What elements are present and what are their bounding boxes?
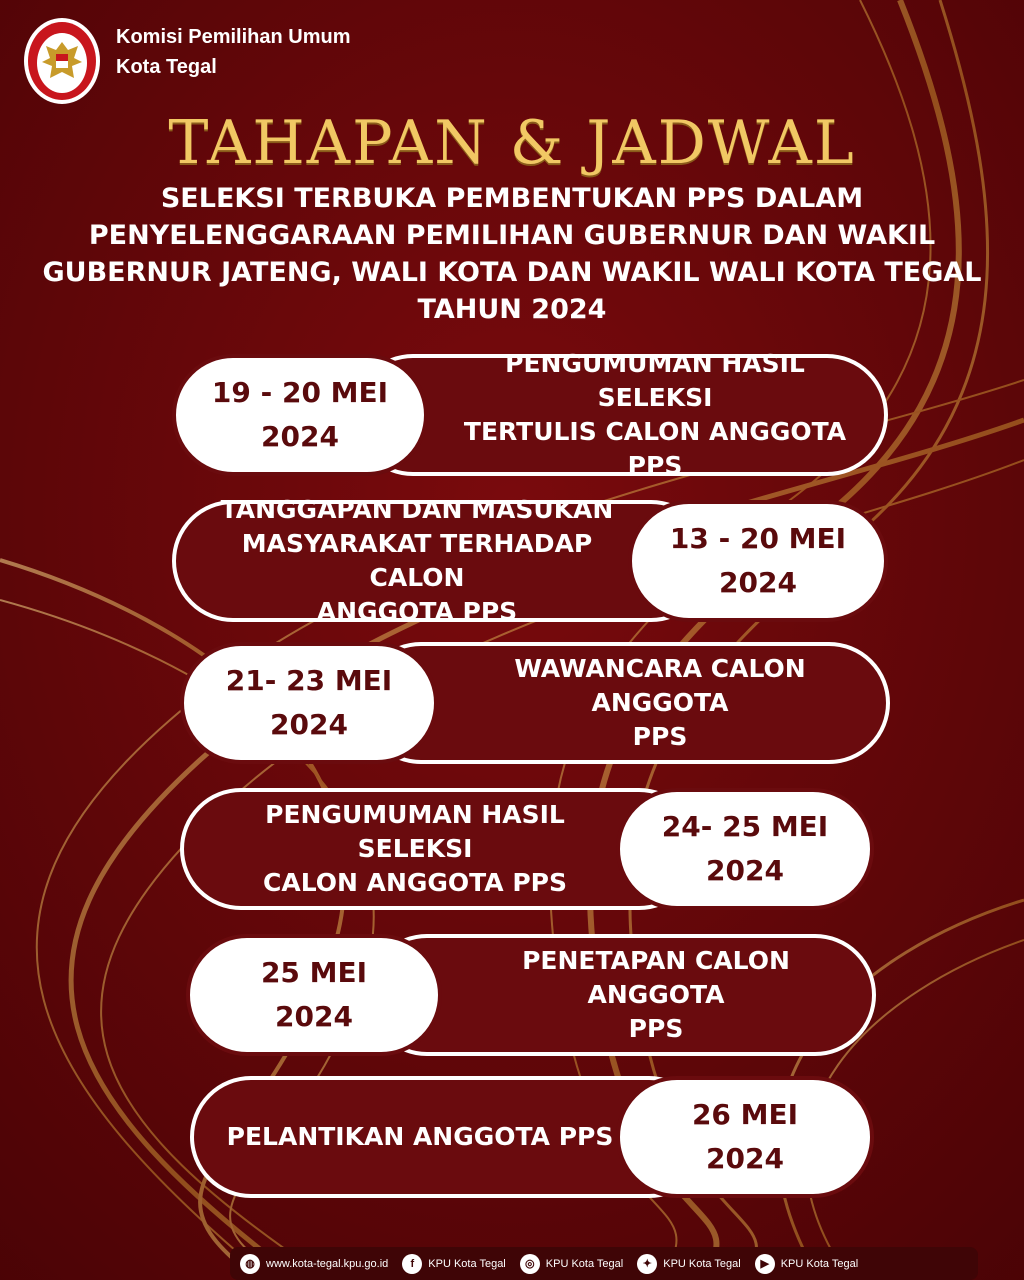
description-line: PENGUMUMAN HASIL SELEKSI (265, 800, 565, 863)
date-line: 21- 23 MEI (225, 664, 393, 697)
date-year: 2024 (261, 420, 339, 453)
schedule-date (186, 934, 442, 1056)
footer-facebook[interactable] (402, 1254, 505, 1274)
schedule-row-5 (186, 934, 876, 1056)
globe-icon: ◍ (240, 1254, 260, 1274)
subtitle-line2: PENYELENGGARAAN PEMILIHAN GUBERNUR DAN WAKIL (88, 220, 936, 251)
footer-instagram-text: KPU Kota Tegal (545, 1257, 624, 1270)
schedule-row-6 (190, 1076, 874, 1198)
description-line: PPS (628, 1014, 684, 1043)
schedule-description (366, 934, 876, 1056)
page-subtitle (20, 180, 1004, 328)
schedule-description (352, 349, 888, 480)
description-line: TERTULIS CALON ANGGOTA PPS (463, 417, 847, 480)
date-year: 2024 (270, 708, 348, 741)
date-year: 2024 (275, 1000, 353, 1033)
schedule-date (616, 788, 874, 910)
description-line: TANGGAPAN DAN MASUKAN (220, 495, 614, 524)
date-line: 13 - 20 MEI (669, 522, 847, 555)
subtitle-line4: TAHUN 2024 (417, 294, 607, 325)
instagram-icon: ◎ (520, 1254, 540, 1274)
footer-youtube-text: KPU Kota Tegal (780, 1257, 859, 1270)
org-name-line2: Kota Tegal (116, 56, 217, 78)
schedule-date (172, 354, 428, 476)
footer-website-text: www.kota-tegal.kpu.go.id (266, 1257, 389, 1270)
description-line: PENGUMUMAN HASIL SELEKSI (505, 349, 805, 412)
footer-instagram[interactable] (520, 1254, 623, 1274)
header (22, 16, 442, 106)
schedule-date (628, 500, 888, 622)
org-name-line1: Komisi Pemilihan Umum (116, 26, 351, 48)
date-year: 2024 (719, 566, 797, 599)
footer-youtube[interactable] (755, 1254, 858, 1274)
footer-website[interactable] (240, 1254, 388, 1274)
description-line: MASYARAKAT TERHADAP CALON (241, 529, 593, 592)
description-line: PPS (632, 722, 688, 751)
subtitle-line1: SELEKSI TERBUKA PEMBENTUKAN PPS DALAM (160, 183, 864, 214)
facebook-icon: f (402, 1254, 422, 1274)
footer-bar (230, 1247, 978, 1280)
date-year: 2024 (706, 1142, 784, 1175)
schedule-description (360, 642, 890, 764)
page-title: TAHAPAN & JADWAL (168, 108, 856, 178)
description-line: WAWANCARA CALON ANGGOTA (514, 654, 806, 717)
schedule-row-1 (172, 349, 888, 480)
schedule-date (180, 642, 438, 764)
description-line: PENETAPAN CALON ANGGOTA (522, 946, 790, 1009)
description-line: ANGGOTA PPS (316, 597, 518, 626)
footer-facebook-text: KPU Kota Tegal (428, 1257, 506, 1270)
kpu-logo-icon (22, 16, 102, 106)
youtube-icon: ▶ (755, 1254, 775, 1274)
subtitle-line3: GUBERNUR JATENG, WALI KOTA DAN WAKIL WALI KOTA TEGAL (42, 257, 982, 288)
description-line: CALON ANGGOTA PPS (263, 868, 567, 897)
schedule-date (616, 1076, 874, 1198)
schedule-row-3 (180, 642, 890, 764)
date-line: 19 - 20 MEI (211, 376, 389, 409)
description-line: PELANTIKAN ANGGOTA PPS (226, 1122, 614, 1151)
twitter-icon: ✦ (637, 1254, 657, 1274)
date-line: 24- 25 MEI (661, 810, 829, 843)
date-line: 25 MEI (260, 956, 368, 989)
footer-twitter[interactable] (637, 1254, 740, 1274)
schedule-row-2 (172, 495, 888, 626)
date-line: 26 MEI (691, 1098, 799, 1131)
footer-twitter-text: KPU Kota Tegal (663, 1257, 741, 1270)
schedule-row-4 (180, 788, 874, 910)
date-year: 2024 (706, 854, 784, 887)
